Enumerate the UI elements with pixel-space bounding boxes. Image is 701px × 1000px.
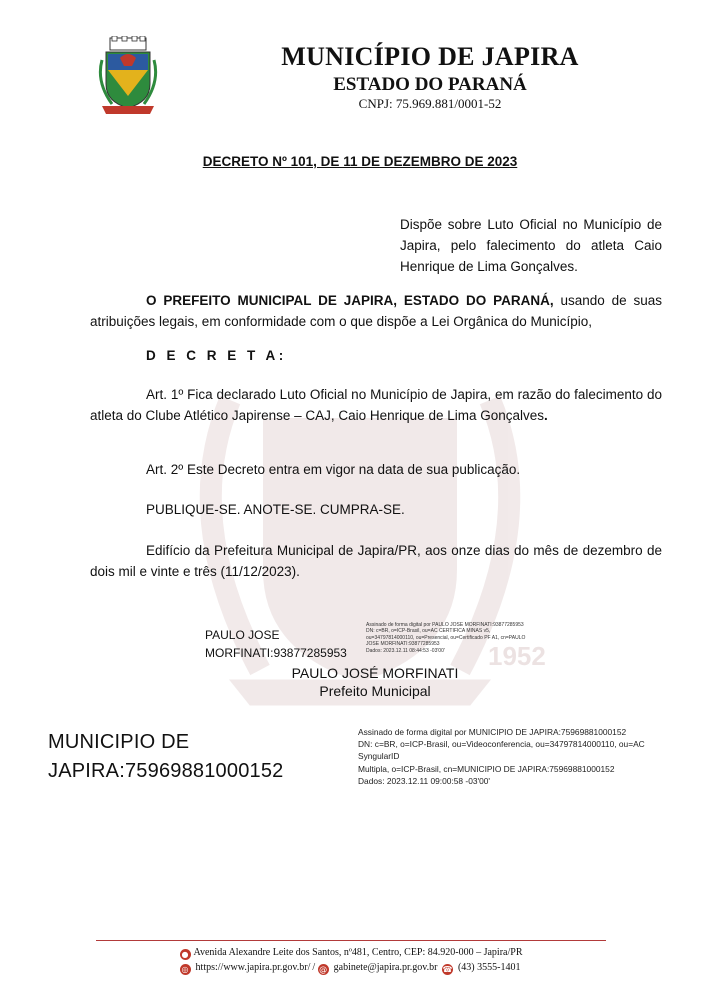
municipality-heading: MUNICÍPIO DE JAPIRA xyxy=(281,42,579,71)
municipality-signature-name xyxy=(48,728,284,786)
mayor-signature-line-2: MORFINATI:93877285953 xyxy=(205,646,347,660)
cert-line: ou=34797814000110, ou=Presencial, ou=Certificado PF A1, cn=PAULO xyxy=(366,634,526,641)
municipality-signature-certificate xyxy=(358,726,688,787)
closing-paragraph: Edifício da Prefeitura Municipal de Japira/PR, aos onze dias do mês de dezembro de dois mil e vinte e três (11/12/2023). xyxy=(90,543,662,579)
article-2: Art. 2º Este Decreto entra em vigor na data de sua publicação. xyxy=(146,462,521,477)
article-1 xyxy=(90,384,662,426)
decreta-heading: D E C R E T A: xyxy=(146,348,287,363)
website-link[interactable]: https://www.japira.pr.gov.br/ xyxy=(195,962,311,973)
cert-line: Assinado de forma digital por PAULO JOSE MORFINATI:93877285953 xyxy=(366,622,524,628)
cert-line: JOSE MORFINATI:93877285953 xyxy=(366,641,440,648)
decree-title: DECRETO Nº 101, DE 11 DE DEZEMBRO DE 2023 xyxy=(202,154,518,169)
watermark-year: 1952 xyxy=(488,641,546,671)
footer-divider xyxy=(96,940,606,941)
mayor-printed-name: PAULO JOSÉ MORFINATI xyxy=(291,665,459,681)
cert-line: Assinado de forma digital por MUNICIPIO DE JAPIRA:75969881000152 xyxy=(358,727,627,737)
preamble-bold: O PREFEITO MUNICIPAL DE JAPIRA, ESTADO DO PARANÁ, xyxy=(146,293,554,308)
state-heading: ESTADO DO PARANÁ xyxy=(333,74,527,95)
location-pin-icon: ● xyxy=(180,949,191,960)
cnpj-line: CNPJ: 75.969.881/0001-52 xyxy=(358,96,502,111)
cert-line: DN: c=BR, o=ICP-Brasil, ou=Videoconferencia, ou=34797814000110, ou=AC SyngularID xyxy=(358,739,645,762)
cert-line: DN: c=BR, o=ICP-Brasil, ou=AC CERTIFICA MINAS v5, xyxy=(366,628,491,635)
article-1-text: Art. 1º Fica declarado Luto Oficial no Município de Japira, em razão do falecimento do atleta do Clube Atlético Japirense – CAJ, Caio Henrique de Lima Gonçalves xyxy=(90,387,662,423)
email-link[interactable]: gabinete@japira.pr.gov.br xyxy=(333,962,438,973)
preamble-paragraph xyxy=(90,290,662,332)
footer-address xyxy=(96,947,606,960)
at-sign-icon: @ xyxy=(319,965,328,974)
coat-of-arms-icon xyxy=(96,36,160,120)
decree-summary: Dispõe sobre Luto Oficial no Município de Japira, pelo falecimento do atleta Caio Henrique de Lima Gonçalves. xyxy=(400,217,662,274)
phone-number: (43) 3555-1401 xyxy=(457,962,521,973)
cert-line: Dados: 2023.12.11 08:44:53 -03'00' xyxy=(366,647,445,654)
mayor-signature-certificate xyxy=(366,622,536,654)
mayor-signature-name xyxy=(205,626,347,662)
mayor-role: Prefeito Municipal xyxy=(319,683,431,699)
mayor-block xyxy=(240,664,510,700)
cert-line: Multipla, o=ICP-Brasil, cn=MUNICIPIO DE JAPIRA:75969881000152 xyxy=(358,763,615,774)
municipality-signature-line-1: MUNICIPIO DE xyxy=(48,731,190,753)
mayor-signature-line-1: PAULO JOSE xyxy=(205,628,280,642)
cert-line: Dados: 2023.12.11 09:00:58 -03'00' xyxy=(358,775,491,786)
address-text: Avenida Alexandre Leite dos Santos, nº481, Centro, CEP: 84.920-000 – Japira/PR xyxy=(193,947,523,958)
globe-icon: ◎ xyxy=(180,964,191,975)
preamble-text: usando de suas atribuições legais, em conformidade com o que dispõe a Lei Orgânica do Município, xyxy=(90,293,662,329)
publish-order: PUBLIQUE-SE. ANOTE-SE. CUMPRA-SE. xyxy=(146,502,405,517)
footer-contacts: ◎ https://www.japira.pr.gov.br/ / @ gabinete@japira.pr.gov.br ☎ (43) 3555-1401 xyxy=(181,962,521,974)
article-1-end: . xyxy=(544,408,548,423)
phone-icon: ☎ xyxy=(442,965,453,974)
municipality-signature-line-2: JAPIRA:75969881000152 xyxy=(48,760,284,782)
